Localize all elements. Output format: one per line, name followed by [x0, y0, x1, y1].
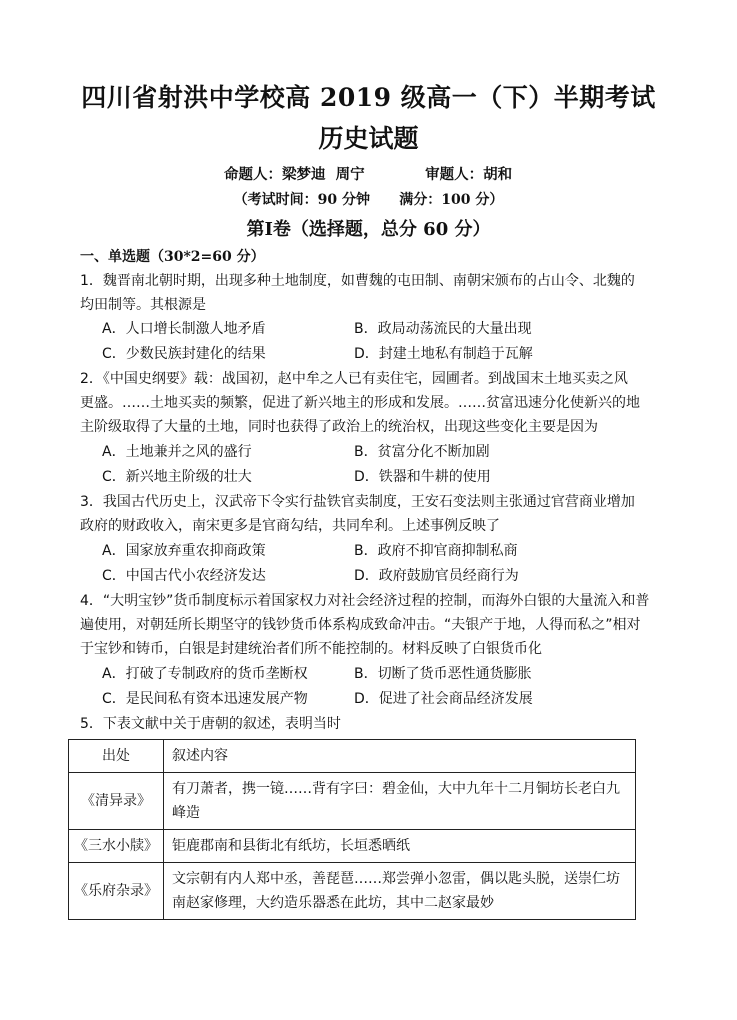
table-row: [69, 863, 636, 920]
question-1-line-1: 1．魏晋南北朝时期，出现多种土地制度，如曹魏的屯田制、南朝宋颁布的占山令、北魏的: [80, 273, 635, 289]
table-header-source: 出处: [69, 740, 164, 773]
table-row: [69, 830, 636, 863]
table-cell-content: 有刀萧者，携一镜……背有字曰：碧金仙，大中九年十二月铜坊长老白九峰造: [164, 773, 636, 830]
table-cell-source: 《乐府杂录》: [69, 863, 164, 920]
exam-info: （考试时间：90 分钟 满分：100 分）: [233, 192, 504, 208]
authors-line: 命题人：梁梦迪 周宁 审题人：胡和: [224, 166, 513, 183]
question-2-option-c: C．新兴地主阶级的壮大: [102, 469, 252, 485]
exam-title: 四川省射洪中学校高 2019 级高一（下）半期考试: [81, 83, 656, 112]
section-heading: 一、单选题（30*2=60 分）: [80, 249, 265, 265]
question-1-line-2: 均田制等。其根源是: [80, 297, 206, 313]
question-3-line-2: 政府的财政收入，南宋更多是官商勾结，共同牟利。上述事例反映了: [80, 518, 500, 534]
question-3-option-b: B．政府不抑官商抑制私商: [354, 543, 518, 559]
question-4-line-2: 遍使用，对朝廷所长期坚守的钱钞货币体系构成致命冲击。“夫银产于地，人得而私之”相对: [80, 617, 641, 633]
question-2-option-a: A．土地兼并之风的盛行: [102, 444, 252, 460]
question-4-line-1: 4．“大明宝钞”货币制度标示着国家权力对社会经济过程的控制，而海外白银的大量流入和普: [80, 593, 650, 609]
table-cell-content: 文宗朝有内人郑中丞，善琵琶……郑尝弹小忽雷，偶以匙头脱，送崇仁坊南赵家修理，大约造乐器悉在此坊，其中二赵家最妙: [164, 863, 636, 920]
exam-subtitle: 历史试题: [318, 124, 419, 153]
question-2-option-b: B．贫富分化不断加剧: [354, 444, 490, 460]
table-header-row: [69, 740, 636, 773]
question-1-option-a: A．人口增长制激人地矛盾: [102, 321, 266, 337]
table-cell-source: 《清异录》: [69, 773, 164, 830]
question-2-line-2: 更盛。……土地买卖的频繁，促进了新兴地主的形成和发展。……贫富迅速分化使新兴的地: [80, 395, 640, 411]
question-1-option-c: C．少数民族封建化的结果: [102, 346, 266, 362]
question-2-option-d: D．铁器和牛耕的使用: [354, 469, 491, 485]
question-2-line-3: 主阶级取得了大量的土地，同时也获得了政治上的统治权，出现这些变化主要是因为: [80, 419, 598, 435]
table-cell-content: 钜鹿郡南和县街北有纸坊，长垣悉晒纸: [164, 830, 636, 863]
question-4-option-a: A．打破了专制政府的货币垄断权: [102, 666, 308, 682]
question-4-line-3: 于宝钞和铸币，白银是封建统治者们所不能控制的。材料反映了白银货币化: [80, 641, 542, 657]
question-3-option-c: C．中国古代小农经济发达: [102, 568, 266, 584]
table-cell-source: 《三水小牍》: [69, 830, 164, 863]
source-table: [68, 739, 636, 920]
question-1-option-b: B．政局动荡流民的大量出现: [354, 321, 532, 337]
volume-title: 第Ⅰ卷（选择题，总分 60 分）: [246, 219, 491, 240]
table-header-content: 叙述内容: [164, 740, 636, 773]
question-4-option-d: D．促进了社会商品经济发展: [354, 691, 533, 707]
question-4-option-b: B．切断了货币恶性通货膨胀: [354, 666, 532, 682]
question-5-line-1: 5．下表文献中关于唐朝的叙述，表明当时: [80, 716, 341, 732]
table-row: [69, 773, 636, 830]
question-3-option-d: D．政府鼓励官员经商行为: [354, 568, 519, 584]
question-1-option-d: D．封建土地私有制趋于瓦解: [354, 346, 533, 362]
question-3-option-a: A．国家放弃重农抑商政策: [102, 543, 266, 559]
question-3-line-1: 3．我国古代历史上，汉武帝下令实行盐铁官卖制度，王安石变法则主张通过官营商业增加: [80, 494, 635, 510]
question-2-line-1: 2．《中国史纲要》载：战国初，赵中牟之人已有卖住宅，园圃者。到战国末土地买卖之风: [80, 371, 628, 387]
question-4-option-c: C．是民间私有资本迅速发展产物: [102, 691, 308, 707]
